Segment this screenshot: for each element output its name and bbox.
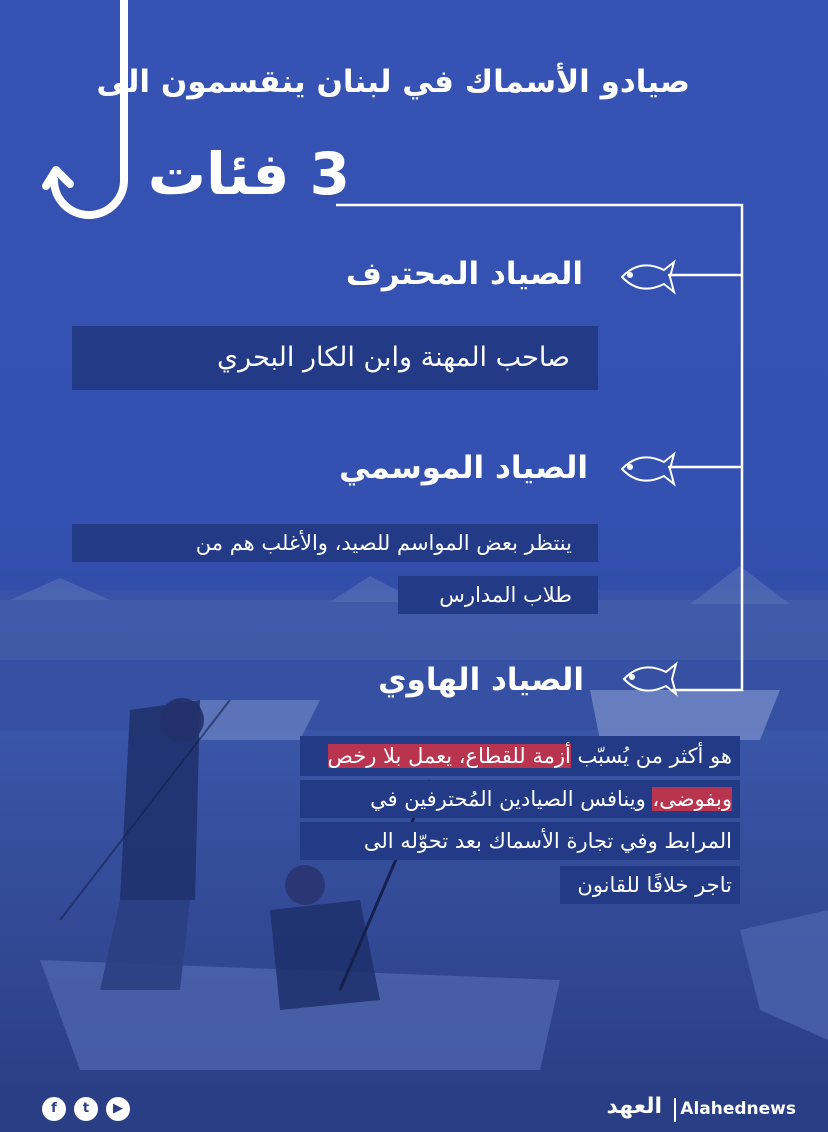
description-line-box [300, 822, 740, 860]
description-line: تاجر خلافًا للقانون [577, 873, 732, 897]
description-line: وبفوضى، وينافس الصيادين المُحترفين في [370, 787, 732, 811]
description-line-box [398, 576, 598, 614]
highlight: أزمة للقطاع، يعمل بلا رخص [327, 744, 571, 768]
description-line-box [560, 866, 740, 904]
brand-divider [674, 1098, 676, 1122]
youtube-icon[interactable]: ▶ [106, 1097, 130, 1121]
description-line: المرابط وفي تجارة الأسماك بعد تحوّله الى [363, 829, 732, 853]
brand-name: Alahednews [680, 1099, 796, 1119]
category-title: الصياد الموسمي [339, 450, 588, 486]
twitter-icon[interactable]: t [74, 1097, 98, 1121]
facebook-icon[interactable]: f [42, 1097, 66, 1121]
title-line-2: 3 فئات [147, 140, 350, 208]
description-line: طلاب المدارس [439, 583, 572, 607]
description-line: صاحب المهنة وابن الكار البحري [217, 342, 570, 373]
description-line-box [300, 736, 740, 776]
description-line: ينتظر بعض المواسم للصيد، والأغلب هم من [195, 531, 572, 555]
category-title: الصياد الهاوي [378, 662, 584, 698]
description-line: هو أكثر من يُسبّب أزمة للقطاع، يعمل بلا رخص [327, 744, 732, 768]
description-line-box [300, 780, 740, 818]
title-line-1: صيادو الأسماك في لبنان ينقسمون الى [96, 64, 690, 100]
category-title: الصياد المحترف [345, 256, 583, 292]
description-line-box [72, 524, 598, 562]
fish-icon [622, 454, 674, 484]
fish-icon [622, 262, 674, 292]
fish-icon [624, 664, 676, 694]
highlight: وبفوضى، [652, 787, 732, 811]
category-description [72, 326, 598, 390]
brand-logo-arabic: العهد [606, 1094, 662, 1119]
